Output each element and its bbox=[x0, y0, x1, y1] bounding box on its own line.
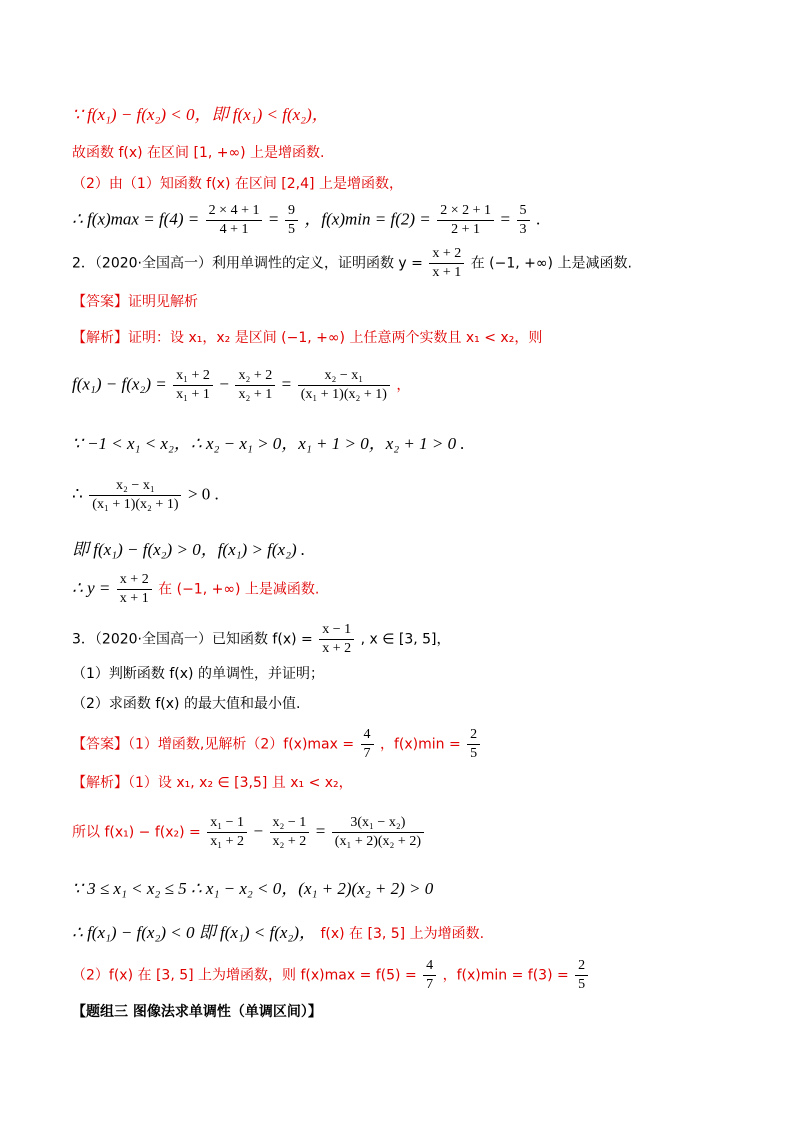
math-text: ，f(x)min = f(2) = bbox=[304, 209, 431, 229]
fraction bbox=[270, 815, 310, 850]
denominator: (x₁ + 1)(x₂ + 1) bbox=[92, 497, 179, 513]
fraction bbox=[319, 622, 354, 657]
math-text: . bbox=[535, 209, 541, 229]
fraction bbox=[206, 203, 263, 238]
denominator: 3 bbox=[519, 222, 527, 238]
math-text: − bbox=[253, 821, 264, 841]
fraction bbox=[437, 203, 494, 238]
math-line bbox=[72, 815, 426, 850]
text-line: （2）由（1）知函数 f(x) 在区间 [2,4] 上是增函数， bbox=[72, 176, 403, 192]
text-line: （2）求函数 f(x) 的最大值和最小值. bbox=[72, 696, 301, 712]
math-line bbox=[72, 368, 410, 403]
numerator: x₂ − 1 bbox=[270, 815, 310, 833]
math-text: f(x₁) − f(x₂) = bbox=[72, 374, 167, 394]
math-text: ， bbox=[396, 377, 411, 394]
answer-label: 【答案】证明见解析 bbox=[72, 294, 198, 310]
numerator: 2 × 2 + 1 bbox=[437, 203, 494, 221]
numerator: x₁ + 2 bbox=[173, 368, 213, 386]
question-text: 3．（2020·全国高一）已知函数 f(x) = bbox=[72, 631, 313, 648]
fraction bbox=[575, 958, 588, 993]
answer-line bbox=[72, 727, 482, 762]
text-line: ∵ 3 ≤ x₁ < x₂ ≤ 5 ∴ x₁ − x₂ < 0，(x₁ + 2)(x₂ + 2) > 0 bbox=[72, 879, 434, 898]
math-text: f(x) 在 [3, 5] 上为增函数. bbox=[320, 926, 485, 942]
fraction bbox=[207, 815, 247, 850]
numerator: 2 bbox=[575, 958, 588, 976]
denominator: (x₁ + 1)(x₂ + 1) bbox=[300, 387, 387, 403]
fraction bbox=[173, 368, 213, 403]
analysis-label: 【解析】（1）设 x₁, x₂ ∈ [3,5] 且 x₁ < x₂， bbox=[72, 775, 353, 791]
denominator: 7 bbox=[363, 746, 371, 762]
denominator: 4 + 1 bbox=[219, 222, 249, 238]
math-text: ∴ y = bbox=[72, 578, 111, 598]
math-text: ，f(x)min = bbox=[380, 736, 461, 753]
numerator: 5 bbox=[517, 203, 530, 221]
text-line: 即 f(x₁) − f(x₂) > 0，f(x₁) > f(x₂) . bbox=[72, 540, 306, 559]
numerator: x₁ − 1 bbox=[207, 815, 247, 833]
numerator: x₂ − x₁ bbox=[89, 478, 181, 496]
numerator: x − 1 bbox=[319, 622, 354, 640]
denominator: x₂ + 2 bbox=[272, 834, 307, 850]
question-text: 2．（2020·全国高一）利用单调性的定义，证明函数 y = bbox=[72, 255, 423, 272]
denominator: 7 bbox=[426, 977, 434, 993]
question-text: 在 (−1, +∞) 上是减函数. bbox=[470, 255, 632, 272]
denominator: (x₁ + 2)(x₂ + 2) bbox=[334, 834, 421, 850]
denominator: x + 1 bbox=[119, 591, 149, 607]
math-line bbox=[72, 958, 590, 993]
question-line bbox=[72, 246, 632, 281]
fraction bbox=[517, 203, 530, 238]
math-line bbox=[72, 478, 219, 513]
denominator: x + 2 bbox=[322, 641, 352, 657]
math-text: ∴ bbox=[72, 484, 83, 504]
math-line: ∴ f(x)max = f(4) = $\frac{2 \times 4 + 1}{4 + 1}$ = $\frac{9}{5}$ ，f(x)min = f(2) = $\frac{2 \times 2 + 1}{2 + 1}$ = $\frac{5}{3}$ . bbox=[72, 203, 541, 238]
math-text: ，f(x)min = f(3) = bbox=[442, 967, 569, 984]
numerator: 2 bbox=[467, 727, 480, 745]
math-text: （2）f(x) 在 [3, 5] 上为增函数，则 f(x)max = f(5) = bbox=[72, 967, 417, 984]
fraction bbox=[429, 246, 464, 281]
text-line: （1）判断函数 f(x) 的单调性，并证明； bbox=[72, 666, 324, 682]
denominator: 5 bbox=[578, 977, 586, 993]
math-text: > 0 . bbox=[187, 484, 219, 504]
numerator: 4 bbox=[423, 958, 436, 976]
math-text: ∴ f(x₁) − f(x₂) < 0 即 f(x₁) < f(x₂)， bbox=[72, 923, 316, 942]
text-line: ∵ −1 < x₁ < x₂，∴ x₂ − x₁ > 0，x₁ + 1 > 0，x₂ + 1 > 0 . bbox=[72, 434, 465, 453]
fraction bbox=[117, 572, 152, 607]
text-line: ∵ f(x₁) − f(x₂) < 0，即 f(x₁) < f(x₂)， bbox=[72, 105, 329, 124]
numerator: 4 bbox=[361, 727, 374, 745]
fraction bbox=[361, 727, 374, 762]
denominator: 2 + 1 bbox=[451, 222, 481, 238]
denominator: x₁ + 1 bbox=[176, 387, 210, 403]
numerator: x + 2 bbox=[117, 572, 152, 590]
fraction bbox=[235, 368, 275, 403]
math-text: = bbox=[315, 821, 326, 841]
math-line bbox=[72, 924, 484, 941]
denominator: 5 bbox=[470, 746, 478, 762]
math-line bbox=[72, 572, 319, 607]
question-line bbox=[72, 622, 451, 657]
fraction bbox=[467, 727, 480, 762]
numerator: 3(x₁ − x₂) bbox=[332, 815, 424, 833]
numerator: 2 × 4 + 1 bbox=[206, 203, 263, 221]
math-text: 在 (−1, +∞) 上是减函数. bbox=[158, 581, 320, 598]
text-line: 故函数 f(x) 在区间 [1, +∞) 上是增函数. bbox=[72, 145, 325, 161]
fraction bbox=[298, 368, 390, 403]
question-text: , x ∈ [3, 5]， bbox=[360, 631, 451, 648]
fraction bbox=[89, 478, 181, 513]
numerator: 9 bbox=[285, 203, 298, 221]
denominator: x + 1 bbox=[432, 265, 462, 281]
fraction bbox=[332, 815, 424, 850]
math-text: = bbox=[281, 374, 292, 394]
numerator: x₂ − x₁ bbox=[298, 368, 390, 386]
section-heading: 【题组三 图像法求单调性（单调区间）】 bbox=[72, 1004, 322, 1020]
denominator: x₁ + 2 bbox=[210, 834, 244, 850]
analysis-label: 【解析】证明：设 x₁，x₂ 是区间 (−1, +∞) 上任意两个实数且 x₁ < x₂，则 bbox=[72, 330, 543, 346]
denominator: 5 bbox=[287, 222, 295, 238]
math-text: 所以 f(x₁) − f(x₂) = bbox=[72, 824, 201, 841]
fraction bbox=[285, 203, 298, 238]
fraction bbox=[423, 958, 436, 993]
numerator: x₂ + 2 bbox=[235, 368, 275, 386]
math-text: − bbox=[219, 374, 229, 394]
math-text: ∴ f(x)max = f(4) = bbox=[72, 209, 200, 229]
answer-label: 【答案】（1）增函数,见解析（2）f(x)max = bbox=[72, 736, 355, 753]
denominator: x₂ + 1 bbox=[238, 387, 273, 403]
numerator: x + 2 bbox=[429, 246, 464, 264]
